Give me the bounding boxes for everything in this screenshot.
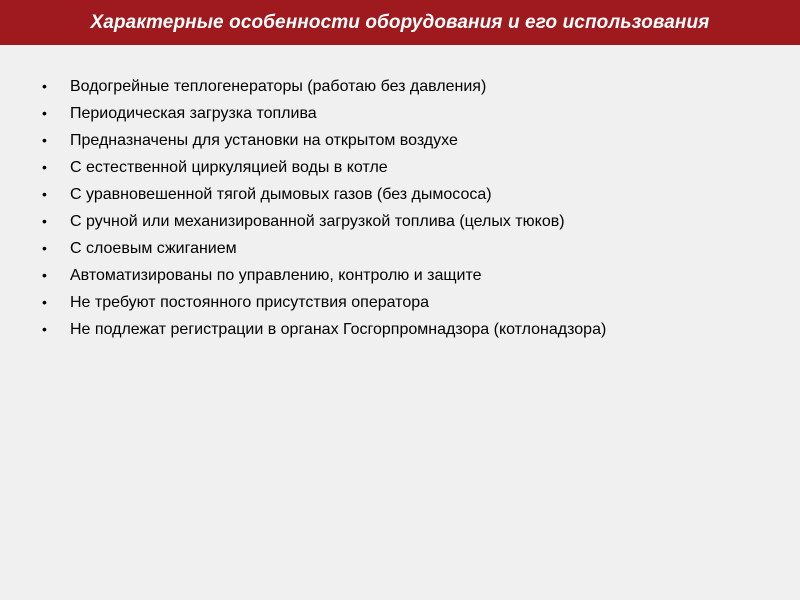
bullet-icon: • [42, 321, 47, 337]
list-item-text: С ручной или механизированной загрузкой топлива (целых тюков) [70, 213, 565, 230]
list-item-text: Автоматизированы по управлению, контролю и защите [70, 267, 482, 284]
bullet-icon: • [42, 186, 47, 202]
list-item-text: Не требуют постоянного присутствия оператора [70, 294, 430, 311]
list-item-text: С уравновешенной тягой дымовых газов (без дымососа) [70, 186, 492, 203]
bullet-icon: • [42, 240, 47, 256]
list-item [42, 105, 606, 132]
list-item-text: С естественной циркуляцией воды в котле [70, 159, 388, 176]
bullet-icon: • [42, 159, 47, 175]
list-item [42, 321, 606, 348]
slide-title: Характерные особенности оборудования и его использования [90, 11, 710, 33]
title-bar [0, 0, 800, 45]
list-item [42, 78, 606, 105]
list-item [42, 186, 606, 213]
bullet-icon: • [42, 213, 47, 229]
list-item [42, 159, 606, 186]
list-item-text: Водогрейные теплогенераторы (работаю без давления) [70, 78, 487, 95]
bullet-list [42, 78, 606, 348]
bullet-icon: • [42, 105, 47, 121]
list-item [42, 267, 606, 294]
list-item-text: Предназначены для установки на открытом воздухе [70, 132, 458, 149]
bullet-icon: • [42, 267, 47, 283]
list-item [42, 294, 606, 321]
list-item-text: Периодическая загрузка топлива [70, 105, 317, 122]
list-item [42, 213, 606, 240]
bullet-icon: • [42, 294, 47, 310]
list-item-text: Не подлежат регистрации в органах Госгорпромнадзора (котлонадзора) [70, 321, 607, 338]
bullet-icon: • [42, 78, 47, 94]
bullet-icon: • [42, 132, 47, 148]
list-item-text: С слоевым сжиганием [70, 240, 237, 257]
list-item [42, 240, 606, 267]
list-item [42, 132, 606, 159]
